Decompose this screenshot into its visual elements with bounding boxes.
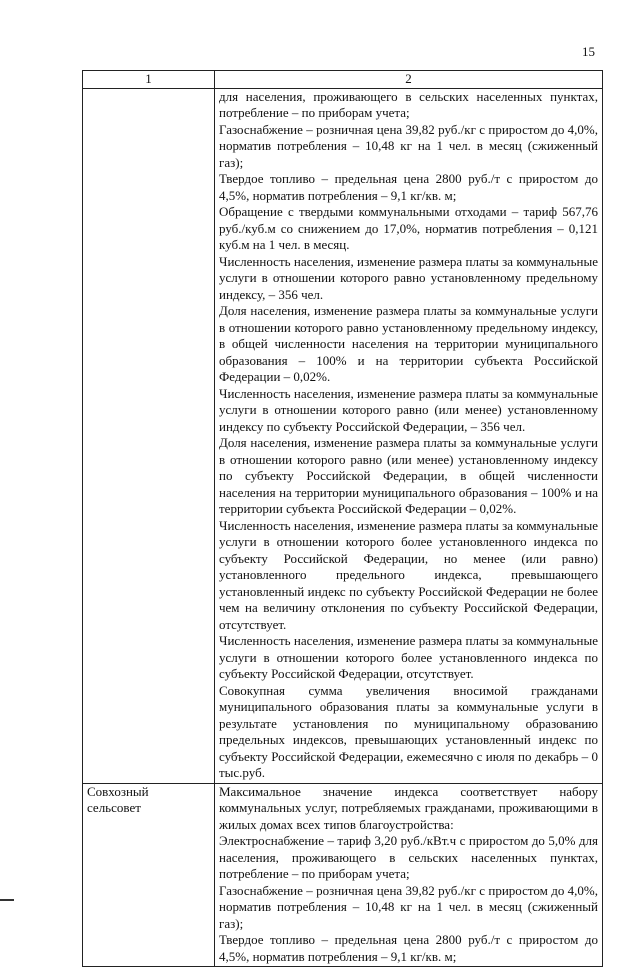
municipality-cell	[83, 783, 215, 967]
paragraph: Обращение с твердыми коммунальными отходами – тариф 567,76 руб./куб.м со снижением до 17,0%, норматив потребления – 0,121 куб.м на 1 чел. в месяц.	[219, 204, 598, 252]
paragraph: Твердое топливо – предельная цена 2800 руб./т с приростом до 4,5%, норматив потребления – 9,1 кг/кв. м;	[219, 171, 598, 203]
table-row	[83, 88, 603, 783]
paragraph: Численность населения, изменение размера платы за коммунальные услуги в отношении которого равно (или менее) установленному индексу по субъекту Российской Федерации, – 356 чел.	[219, 385, 598, 434]
paragraph: Твердое топливо – предельная цена 2800 руб./т с приростом до 4,5%, норматив потребления – 9,1 кг/кв. м;	[219, 932, 598, 964]
paragraph: Совокупная сумма увеличения вносимой гражданами муниципального образования платы за коммунальные услуги в результате установления по муниципальному образованию предельных индексов, превышающих установленный индекс по субъекту Российской Федерации, ежемесячно с июля по декабрь – 0 тыс.руб.	[219, 682, 598, 780]
table-header-row	[83, 71, 603, 89]
paragraph: Максимальное значение индекса соответствует набору коммунальных услуг, потребляемых гражданами, проживающими в жилых домах всех типов благоустройства:	[219, 783, 598, 832]
municipality-cell	[83, 88, 215, 783]
municipality-name-line: Совхозный	[87, 783, 149, 799]
paragraph: Доля населения, изменение размера платы за коммунальные услуги в отношении которого равно (или менее) установленному индексу по субъекту Российской Федерации, в общей численности населения на территории муниципального образования – 100% и на территории субъекта Российской Федерации – 0,02%.	[219, 435, 598, 516]
scan-edge-mark	[0, 899, 14, 901]
indicators-cell	[215, 783, 603, 967]
municipality-name-line: сельсовет	[87, 800, 141, 815]
paragraph: Численность населения, изменение размера платы за коммунальные услуги в отношении которого более установленного индекса по субъекту Российской Федерации, отсутствует.	[219, 633, 598, 681]
paragraph: Электроснабжение – тариф 3,20 руб./кВт.ч с приростом до 5,0% для населения, проживающего в сельских населенных пунктах, потребление – по приборам учета;	[219, 833, 598, 881]
indicators-cell	[215, 88, 603, 783]
page-number: 15	[582, 44, 595, 59]
paragraph: Доля населения, изменение размера платы за коммунальные услуги в отношении которого равно установленному предельному индексу, в общей численности населения на территории муниципального образования – 100% и на территории субъекта Российской Федерации – 0,02%.	[219, 303, 598, 384]
paragraph: Газоснабжение – розничная цена 39,82 руб./кг с приростом до 4,0%, норматив потребления – 10,48 кг на 1 чел. в месяц (сжиженный газ);	[219, 882, 598, 931]
paragraph: Газоснабжение – розничная цена 39,82 руб./кг с приростом до 4,0%, норматив потребления – 10,48 кг на 1 чел. в месяц (сжиженный газ);	[219, 121, 598, 170]
paragraph: Численность населения, изменение размера платы за коммунальные услуги в отношении которого более установленного индекса по субъекту Российской Федерации, но менее (или равно) установленного предельного индекса, превышающего установленный индекс по субъекту Российской Федерации не более чем на величину отклонения по субъекту Российской Федерации, отсутствует.	[219, 517, 598, 632]
paragraph: Численность населения, изменение размера платы за коммунальные услуги в отношении которого равно установленному предельному индексу, – 356 чел.	[219, 253, 598, 302]
table-row	[83, 783, 603, 967]
data-table	[82, 70, 603, 967]
paragraph: для населения, проживающего в сельских населенных пунктах, потребление – по приборам учета;	[219, 88, 598, 120]
column-header-1: 1	[83, 71, 215, 89]
column-header-2: 2	[215, 71, 603, 89]
